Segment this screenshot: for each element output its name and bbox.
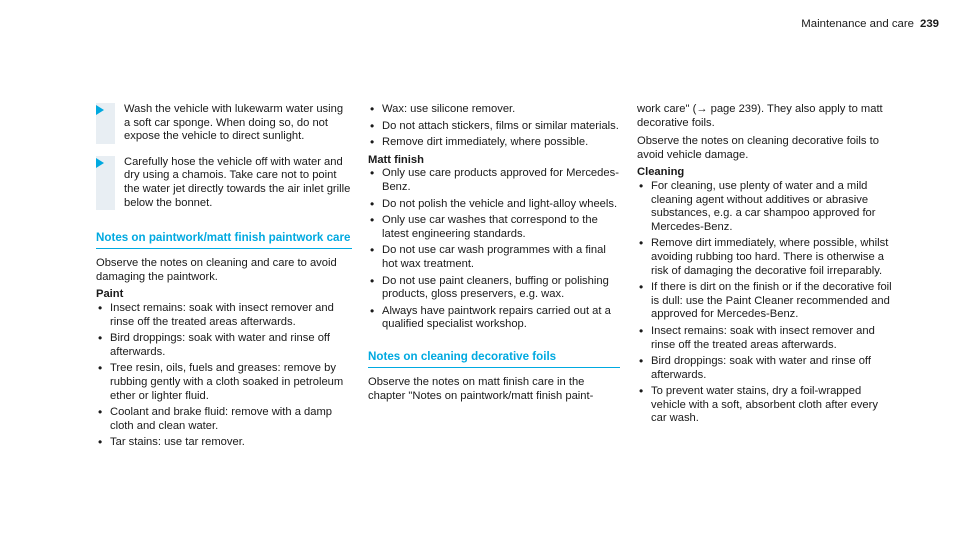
list-item: • Only use care products approved for Mercedes-Benz. — [370, 166, 619, 193]
matt-finish-label: Matt finish — [368, 153, 424, 166]
section-name: Maintenance and care — [801, 18, 914, 30]
instruction-text: Carefully hose the vehicle off with water and dry using a chamois. Take care not to point the water jet directly towards the air inlet grille below the bonnet. — [115, 156, 352, 210]
paintwork-intro: Observe the notes on cleaning and care to avoid damaging the paintwork. — [96, 257, 337, 283]
paint-list-continued — [368, 103, 620, 150]
instruction-step — [96, 156, 352, 210]
list-item: • Do not use car wash programmes with a final hot wax treatment. — [370, 243, 606, 270]
foils-intro-continued: work care" (→ page 239). They also apply to matt decorative foils. — [637, 103, 883, 129]
list-item: • To prevent water stains, dry a foil-wrapped vehicle with a soft, absorbent cloth after every car wash. — [639, 384, 878, 425]
list-item: • Do not attach stickers, films or similar materials. — [370, 118, 619, 133]
list-item: • Bird droppings: soak with water and rinse off afterwards. — [639, 354, 871, 381]
section-title-paintwork: Notes on paintwork/matt finish paintwork care — [96, 231, 352, 249]
list-item: • Remove dirt immediately, where possible. — [370, 135, 589, 150]
list-item: • Always have paintwork repairs carried out at a qualified specialist workshop. — [370, 303, 611, 331]
list-item: • Insect remains: soak with insect remover and rinse off the treated areas afterwards. — [639, 323, 875, 351]
list-item: • For cleaning, use plenty of water and a mild cleaning agent without additives or abrasive substances, e.g. a car shampoo approved for Mercedes-Benz. — [639, 178, 876, 233]
paint-label: Paint — [96, 288, 124, 301]
page-header — [801, 18, 939, 32]
list-item: • Coolant and brake fluid: remove with a damp cloth and clean water. — [98, 405, 333, 432]
section-title-decorative-foils: Notes on cleaning decorative foils — [368, 350, 620, 368]
list-item: • Remove dirt immediately, where possible, whilst avoiding rubbing too hard. There is otherwise a risk of damaging the decorative foil irreparably. — [639, 236, 889, 277]
column-3 — [637, 103, 895, 429]
list-item: • Only use car washes that correspond to the latest engineering standards. — [370, 213, 598, 240]
list-item: • Tar stains: use tar remover. — [98, 435, 245, 450]
list-item: • If there is dirt on the finish or if the decorative foil is dull: use the Paint Cleaner recommended and approved for Mercedes-Benz. — [639, 280, 892, 321]
instruction-arrow-icon — [96, 105, 104, 115]
list-item: • Tree resin, oils, fuels and greases: remove by rubbing gently with a cloth soaked in petroleum ether or lighter fluid. — [98, 361, 344, 402]
cleaning-list — [637, 180, 895, 426]
cleaning-label: Cleaning — [637, 166, 685, 179]
list-item: • Insect remains: soak with insect remover and rinse off the treated areas afterwards. — [98, 300, 334, 328]
list-item: • Do not use paint cleaners, buffing or polishing products, gloss preservers, e.g. wax. — [370, 273, 609, 301]
list-item: • Bird droppings: soak with water and rinse off afterwards. — [98, 331, 330, 358]
column-1 — [96, 103, 352, 453]
matt-finish-list — [368, 167, 620, 332]
instruction-step — [96, 103, 352, 144]
list-item: • Do not polish the vehicle and light-alloy wheels. — [370, 196, 618, 211]
paint-list — [96, 302, 352, 450]
instruction-arrow-icon — [96, 158, 104, 168]
foils-intro: Observe the notes on matt finish care in the chapter "Notes on paintwork/matt finish paint- — [368, 375, 594, 402]
instruction-text: Wash the vehicle with lukewarm water using a soft car sponge. When doing so, do not expose the vehicle to direct sunlight. — [115, 103, 352, 144]
page-number: 239 — [919, 18, 939, 30]
column-2 — [368, 103, 620, 403]
foils-observe: Observe the notes on cleaning decorative foils to avoid vehicle damage. — [637, 135, 879, 161]
list-item: • Wax: use silicone remover. — [370, 102, 516, 116]
